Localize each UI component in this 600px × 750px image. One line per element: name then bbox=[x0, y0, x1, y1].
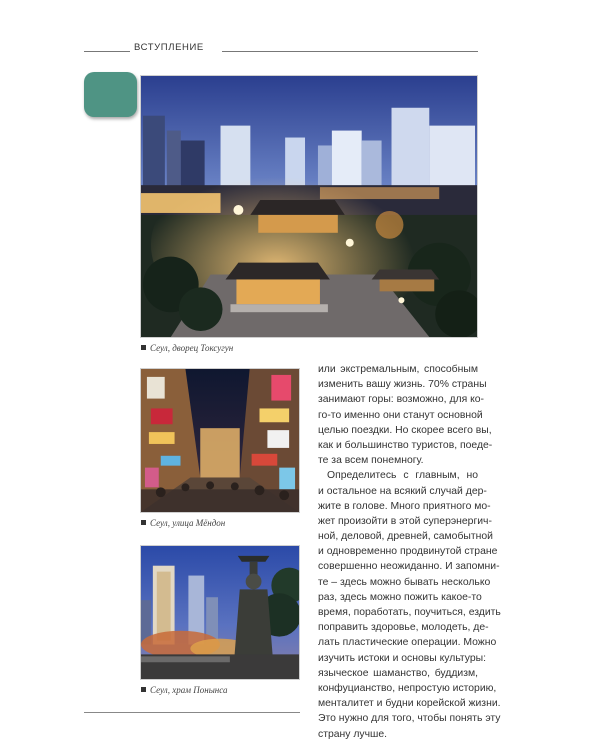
text-line: целью поездки. Но скорее всего вы, bbox=[318, 424, 492, 436]
text-line: или экстремальным, способным bbox=[318, 364, 478, 375]
text-line: занимают горы: возможно, для ко- bbox=[318, 394, 484, 406]
text-line: Определитесь с главным, но bbox=[327, 470, 478, 482]
section-header bbox=[84, 42, 478, 56]
caption-photo-3 bbox=[141, 685, 228, 695]
caption-text: Сеул, храм Понынса bbox=[150, 685, 228, 695]
caption-bullet bbox=[141, 520, 146, 525]
photo-deoksugung-palace bbox=[140, 75, 478, 338]
text-line: конфуцианство, непростую историю, bbox=[318, 682, 497, 694]
body-text-column bbox=[318, 362, 501, 742]
text-line: и одновременно продвинутой стране bbox=[318, 546, 498, 558]
chapter-tab-marker bbox=[84, 72, 137, 117]
text-line: изменить вашу жизнь. 70% страны bbox=[318, 379, 487, 391]
text-line: языческое шаманство, буддизм, bbox=[318, 667, 478, 679]
caption-bullet bbox=[141, 345, 146, 350]
text-line: го-то именно они станут основной bbox=[318, 409, 483, 421]
caption-photo-1 bbox=[141, 343, 233, 353]
text-line: как и большинство туристов, поеде- bbox=[318, 439, 493, 451]
caption-text: Сеул, улица Мёндон bbox=[150, 518, 226, 528]
text-line: те за всем понемногу. bbox=[318, 455, 424, 467]
text-line: те – здесь можно бывать несколько bbox=[318, 576, 491, 588]
text-line: раз, здесь можно пожить какое-то bbox=[318, 591, 482, 603]
text-line: время, поработать, поучиться, ездить bbox=[318, 607, 501, 618]
caption-text: Сеул, дворец Токсугун bbox=[150, 343, 234, 353]
text-line: ной, деловой, древней, самобытной bbox=[318, 531, 493, 543]
text-line: лать пластические операции. Можно bbox=[318, 637, 497, 649]
text-line: менталитет и будни корейской жизни. bbox=[318, 698, 501, 710]
text-line: совершенно неожиданно. И запомни- bbox=[318, 561, 500, 573]
text-line: жите в голове. Много приятного мо- bbox=[318, 500, 491, 512]
text-line: страну лучше. bbox=[318, 728, 388, 740]
section-title: ВСТУПЛЕНИЕ bbox=[134, 42, 204, 53]
text-line: поправить здоровье, молодеть, де- bbox=[318, 622, 489, 634]
photo-bongeunsa-temple bbox=[140, 545, 300, 680]
header-rule-left bbox=[84, 51, 130, 52]
caption-photo-2 bbox=[141, 518, 225, 528]
text-line: изучить истоки и основы культуры: bbox=[318, 652, 487, 664]
caption-bullet bbox=[141, 687, 146, 692]
photo-myeongdong-street bbox=[140, 368, 300, 513]
header-rule-right bbox=[222, 51, 478, 52]
text-line: и остальное на всякий случай дер- bbox=[318, 485, 487, 497]
text-line: Это нужно для того, чтобы понять эту bbox=[318, 713, 501, 725]
footer-rule bbox=[84, 712, 300, 713]
text-line: жет произойти в этой суперэнергич- bbox=[318, 515, 492, 527]
